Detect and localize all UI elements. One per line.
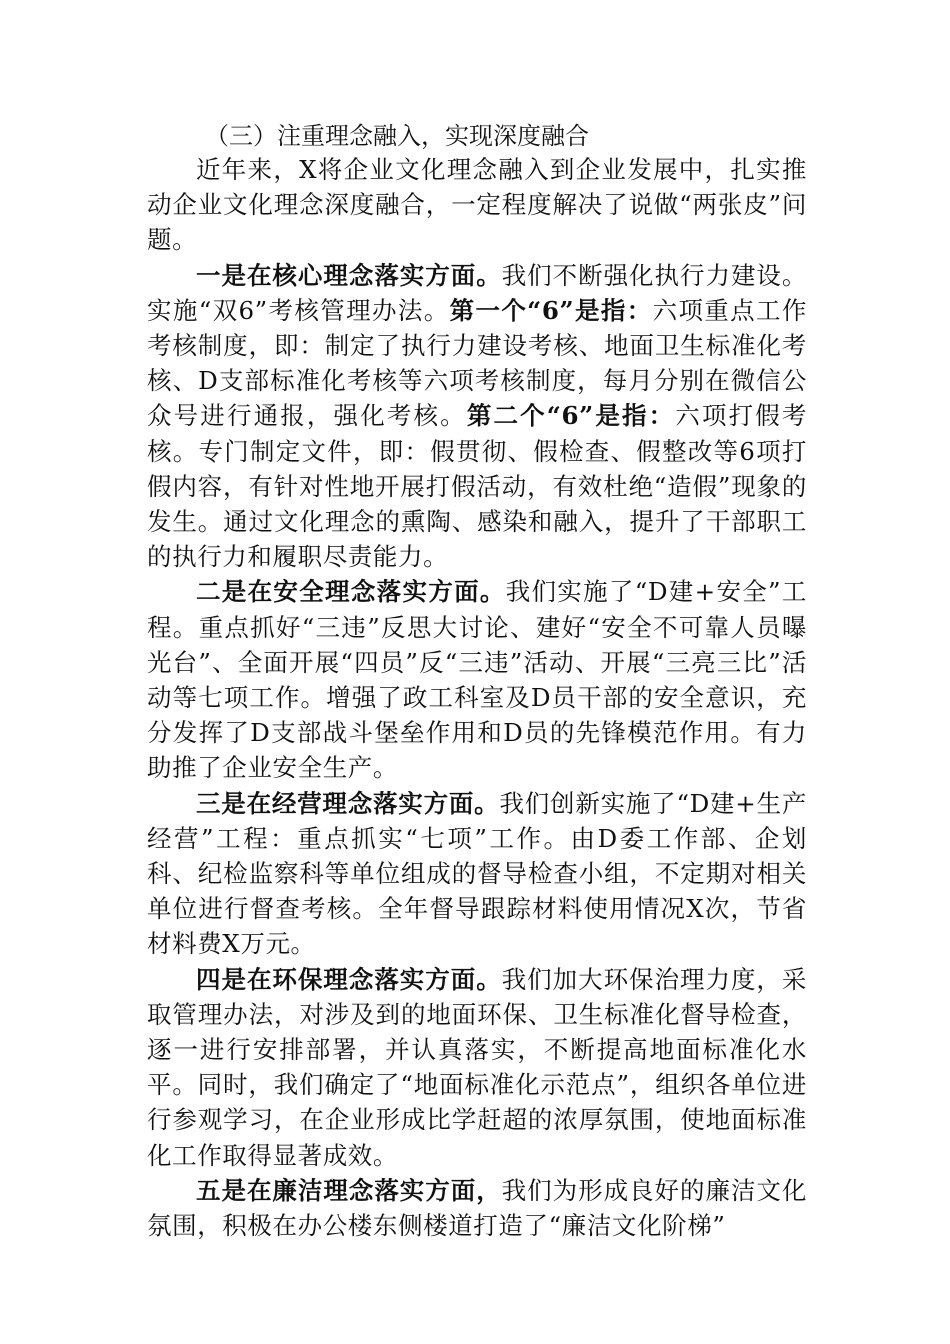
paragraph-lead: 二是在安全理念落实方面。 bbox=[196, 577, 506, 607]
paragraph-integrity-concept bbox=[147, 1173, 807, 1243]
paragraph-lead: 五是在廉洁理念落实方面， bbox=[196, 1175, 502, 1205]
paragraph-safety-concept bbox=[147, 574, 807, 785]
paragraph-text: 我们创新实施了“D建+生产经营”工程：重点抓实“七项”工作。由D委工作部、企划科、纪检监察科等单位组成的督导检查小组，不定期对相关单位进行督查考核。全年督导跟踪材料使用情况X次，节省材料费X万元。 bbox=[147, 788, 808, 959]
paragraph-intro bbox=[147, 152, 807, 258]
paragraph-text: 我们加大环保治理力度，采取管理办法，对涉及到的地面环保、卫生标准化督导检查，逐一进行安排部署，并认真落实，不断提高地面标准化水平。同时，我们确定了“地面标准化示范点”，组织各单位进行参观学习，在企业形成比学赶超的浓厚氛围，使地面标准化工作取得显著成效。 bbox=[147, 964, 807, 1170]
section-heading: （三）注重理念融入，实现深度融合 bbox=[205, 122, 589, 150]
paragraph-bold-phrase: 第一个“6”是指： bbox=[449, 295, 653, 325]
paragraph-bold-phrase: 第二个“6”是指： bbox=[466, 401, 676, 431]
paragraph-business-concept bbox=[147, 786, 807, 962]
paragraph-text: 近年来，X将企业文化理念融入到企业发展中，扎实推动企业文化理念深度融合，一定程度解决了说做“两张皮”问题。 bbox=[147, 155, 807, 255]
paragraph-lead: 三是在经营理念落实方面。 bbox=[196, 788, 500, 818]
paragraph-text: 我们实施了“D建+安全”工程。重点抓好“三违”反思大讨论、建好“安全不可靠人员曝光台”、全面开展“四员”反“三违”活动、开展“三亮三比”活动等七项工作。增强了政工科室及D员干部的安全意识，充分发挥了D支部战斗堡垒作用和D员的先锋模范作用。有力助推了企业安全生产。 bbox=[147, 577, 807, 783]
paragraph-lead: 一是在核心理念落实方面。 bbox=[196, 260, 502, 290]
paragraph-core-concept bbox=[147, 258, 807, 575]
document-body bbox=[147, 152, 807, 1243]
paragraph-text: 六项重点工作考核制度，即：制定了执行力建设考核、地面卫生标准化考核、D支部标准化考核等六项考核制度，每月分别在微信公众号进行通报，强化考核。 bbox=[147, 295, 807, 431]
paragraph-text: 六项打假考核。专门制定文件，即：假贯彻、假检查、假整改等6项打假内容，有针对性地开展打假活动，有效杜绝“造假”现象的发生。通过文化理念的熏陶、感染和融入，提升了干部职工的执行力和履职尽责能力。 bbox=[147, 401, 807, 572]
paragraph-text: 我们不断强化执行力建设。实施“双6”考核管理办法。 bbox=[147, 260, 807, 325]
paragraph-text: 我们为形成良好的廉洁文化氛围，积极在办公楼东侧楼道打造了“廉洁文化阶梯” bbox=[147, 1175, 807, 1241]
paragraph-environment-concept bbox=[147, 962, 807, 1173]
paragraph-lead: 四是在环保理念落实方面。 bbox=[196, 964, 502, 994]
